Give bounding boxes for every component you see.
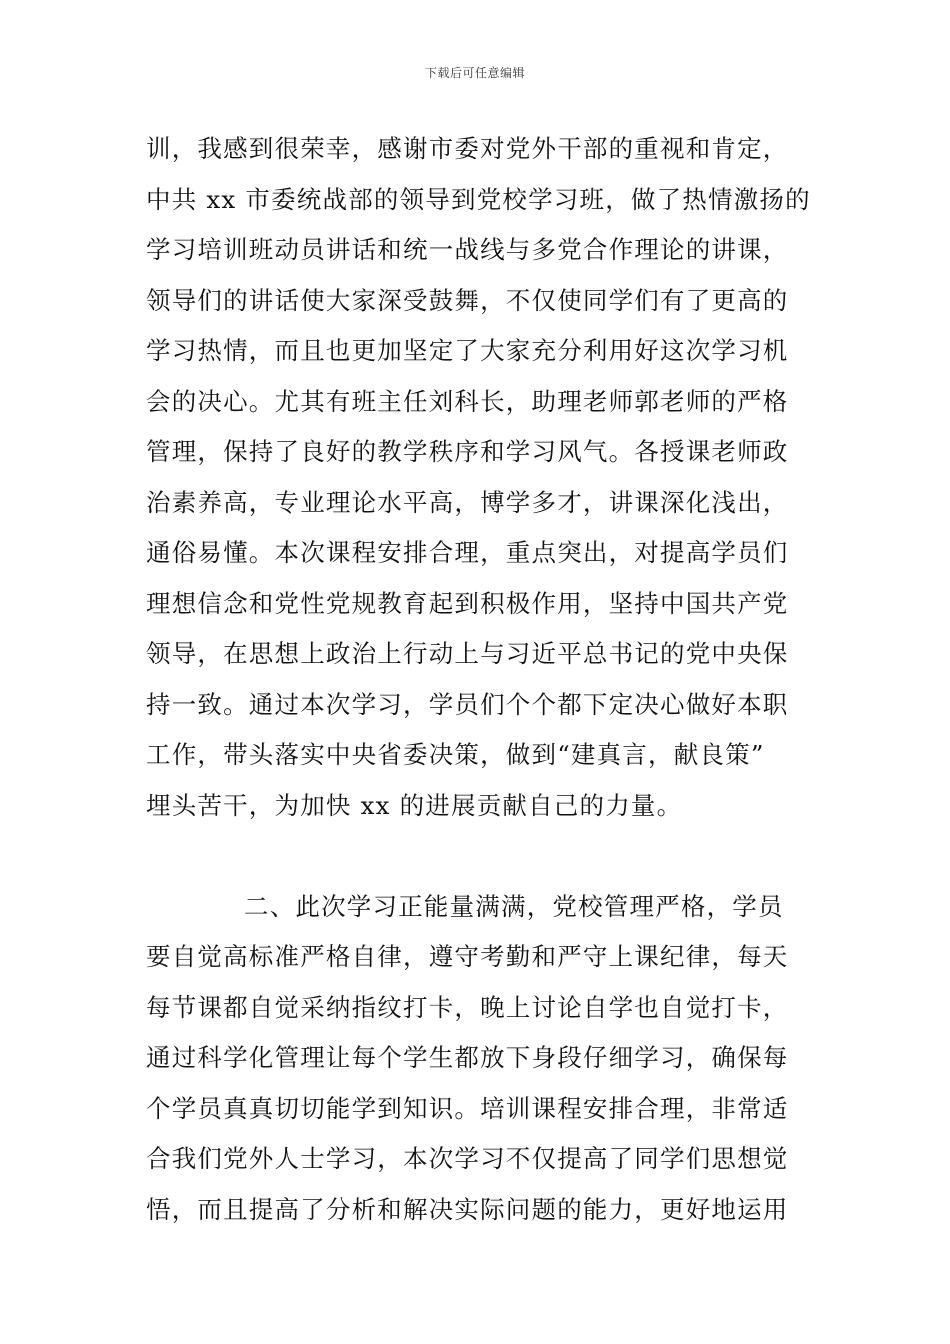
document-body — [146, 124, 816, 1235]
text-line: 每节课都自觉采纳指纹打卡，晚上讨论自学也自觉打卡， — [146, 992, 789, 1022]
text-line: 合我们党外人士学习，本次学习不仅提高了同学们思想觉 — [146, 1144, 789, 1173]
text-line: 通过科学化管理让每个学生都放下身段仔细学习，确保每 — [146, 1043, 789, 1072]
text-line: 个学员真真切切能学到知识。培训课程安排合理，非常适 — [146, 1093, 789, 1123]
page-header: 下载后可任意编辑 — [424, 66, 525, 80]
text-line: 管理，保持了良好的教学秩序和学习风气。各授课老师政 — [146, 437, 789, 466]
text-line: 中共 xx 市委统战部的领导到党校学习班，做了热情激扬的 — [146, 184, 811, 214]
text-line: 学习培训班动员讲话和统一战线与多党合作理论的讲课， — [146, 235, 789, 264]
text-line: 通俗易懂。本次课程安排合理，重点突出，对提高学员们 — [146, 538, 789, 567]
text-line: 要自觉高标准严格自律，遵守考勤和严守上课纪律，每天 — [146, 942, 789, 971]
text-line: 持一致。通过本次学习，学员们个个都下定决心做好本职 — [146, 689, 789, 719]
text-line: 训，我感到很荣幸，感谢市委对党外干部的重视和肯定， — [146, 134, 789, 163]
text-line: 领导们的讲话使大家深受鼓舞，不仅使同学们有了更高的 — [146, 285, 789, 315]
text-line: 悟，而且提高了分析和解决实际问题的能力，更好地运用 — [146, 1194, 789, 1224]
text-line: 二、此次学习正能量满满，党校管理严格，学员 — [244, 891, 784, 921]
paragraph-gap — [146, 831, 816, 882]
text-line: 工作，带头落实中央省委决策，做到“建真言，献良策” — [146, 740, 765, 769]
text-line: 学习热情，而且也更加坚定了大家充分利用好这次学习机 — [146, 336, 789, 365]
paragraph-1 — [146, 124, 816, 831]
text-line: 理想信念和党性党规教育起到积极作用，坚持中国共产党 — [146, 588, 789, 618]
paragraph-2 — [146, 882, 816, 1236]
text-line: 会的决心。尤其有班主任刘科长，助理老师郭老师的严格 — [146, 386, 789, 416]
text-line: 治素养高，专业理论水平高，博学多才，讲课深化浅出， — [146, 487, 789, 517]
text-line: 领导，在思想上政治上行动上与习近平总书记的党中央保 — [146, 639, 789, 668]
text-line: 埋头苦干，为加快 xx 的进展贡献自己的力量。 — [146, 790, 683, 820]
